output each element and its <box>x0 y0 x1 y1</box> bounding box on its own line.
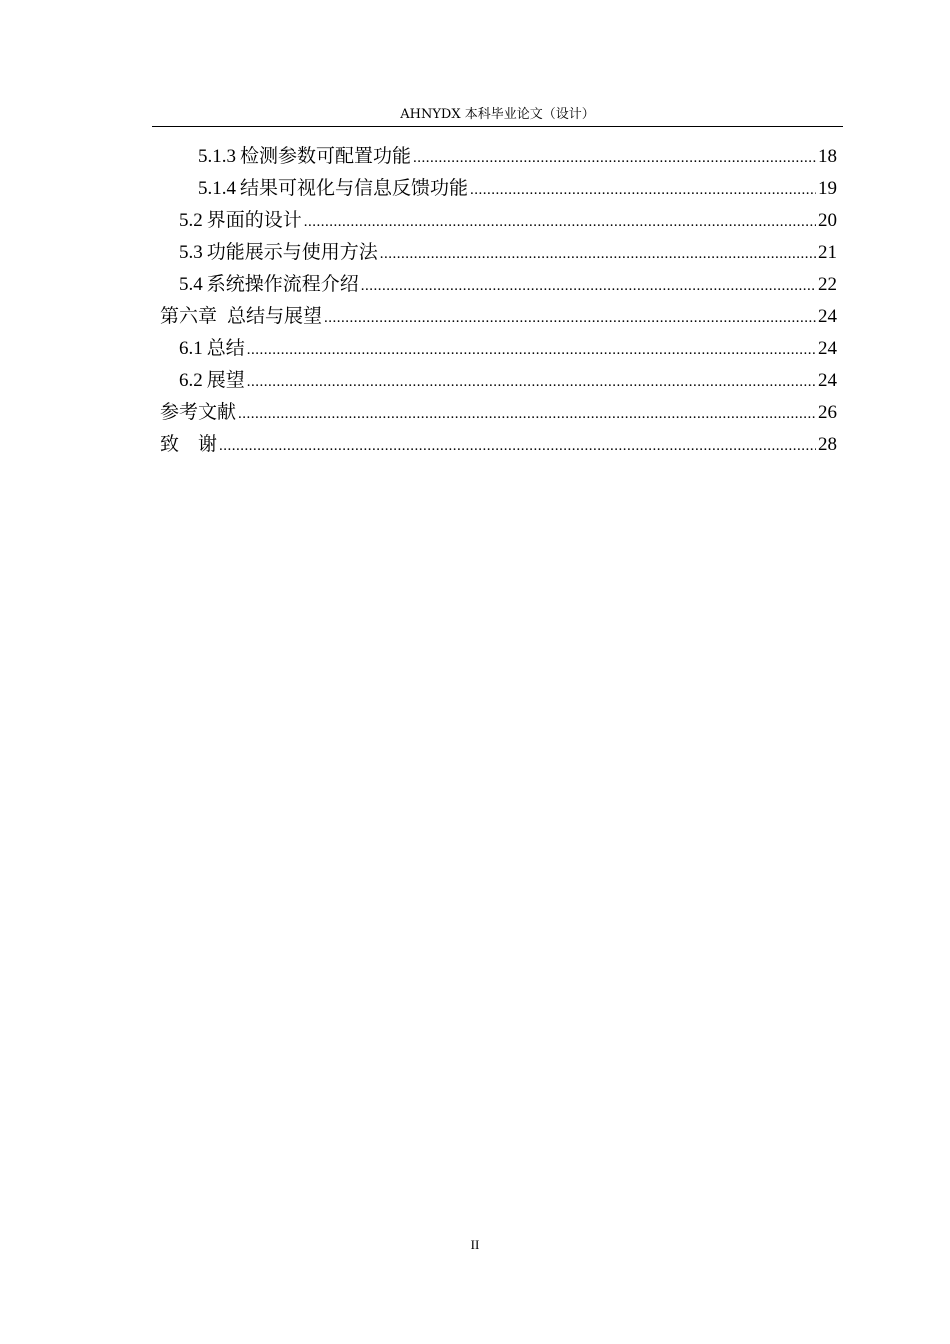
toc-entry-5-2[interactable] <box>160 204 837 236</box>
toc-dot-leader <box>247 334 816 366</box>
toc-entry-title: 系统操作流程介绍 <box>206 273 359 295</box>
toc-entry-number: 5.2 <box>179 210 203 231</box>
toc-entry-acknowledgements[interactable] <box>160 428 837 460</box>
toc-entry-number: 5.4 <box>179 274 203 295</box>
toc-dot-leader <box>238 398 816 430</box>
toc-entry-page: 19 <box>818 178 837 199</box>
toc-entry-page: 18 <box>818 146 837 167</box>
toc-entry-title: 结果可视化与信息反馈功能 <box>240 177 469 199</box>
toc-entry-number: 6.2 <box>179 370 203 391</box>
toc-entry-5-3[interactable] <box>160 236 837 268</box>
toc-entry-6-1[interactable] <box>160 332 837 364</box>
table-of-contents <box>160 140 837 460</box>
toc-entry-chapter-6[interactable] <box>160 300 837 332</box>
page-footer <box>0 1237 950 1253</box>
toc-entry-number: 5.1.3 <box>198 146 236 167</box>
toc-entry-title: 参考文献 <box>160 401 237 423</box>
toc-dot-leader <box>380 238 816 270</box>
toc-entry-6-2[interactable] <box>160 364 837 396</box>
toc-entry-title: 总结 <box>206 337 245 359</box>
toc-dot-leader <box>470 174 816 206</box>
toc-entry-page: 24 <box>818 370 837 391</box>
toc-dot-leader <box>247 366 816 398</box>
toc-entry-title: 展望 <box>206 369 245 391</box>
page-number: II <box>470 1237 480 1252</box>
toc-entry-number: 5.1.4 <box>198 178 236 199</box>
toc-entry-title: 界面的设计 <box>206 209 302 231</box>
toc-entry-5-1-3[interactable] <box>160 140 837 172</box>
toc-entry-page: 24 <box>818 338 837 359</box>
toc-entry-number: 第六章 <box>160 306 218 327</box>
toc-entry-5-1-4[interactable] <box>160 172 837 204</box>
toc-entry-page: 22 <box>818 274 837 295</box>
toc-entry-5-4[interactable] <box>160 268 837 300</box>
page-header <box>152 104 843 127</box>
toc-entry-references[interactable] <box>160 396 837 428</box>
toc-entry-page: 28 <box>818 434 837 455</box>
toc-dot-leader <box>304 206 816 238</box>
toc-entry-page: 20 <box>818 210 837 231</box>
toc-entry-page: 24 <box>818 306 837 327</box>
toc-dot-leader <box>219 430 816 462</box>
toc-entry-number: 6.1 <box>179 338 203 359</box>
toc-dot-leader <box>324 302 816 334</box>
toc-entry-number: 5.3 <box>179 242 203 263</box>
toc-entry-page: 21 <box>818 242 837 263</box>
toc-dot-leader <box>413 142 816 174</box>
toc-dot-leader <box>361 270 816 302</box>
toc-entry-page: 26 <box>818 402 837 423</box>
toc-entry-title: 致 谢 <box>160 433 218 455</box>
toc-entry-title: 检测参数可配置功能 <box>240 145 412 167</box>
toc-entry-title: 功能展示与使用方法 <box>206 241 378 263</box>
toc-entry-title: 总结与展望 <box>227 305 323 327</box>
header-title: AHNYDX 本科毕业论文（设计） <box>400 107 595 122</box>
